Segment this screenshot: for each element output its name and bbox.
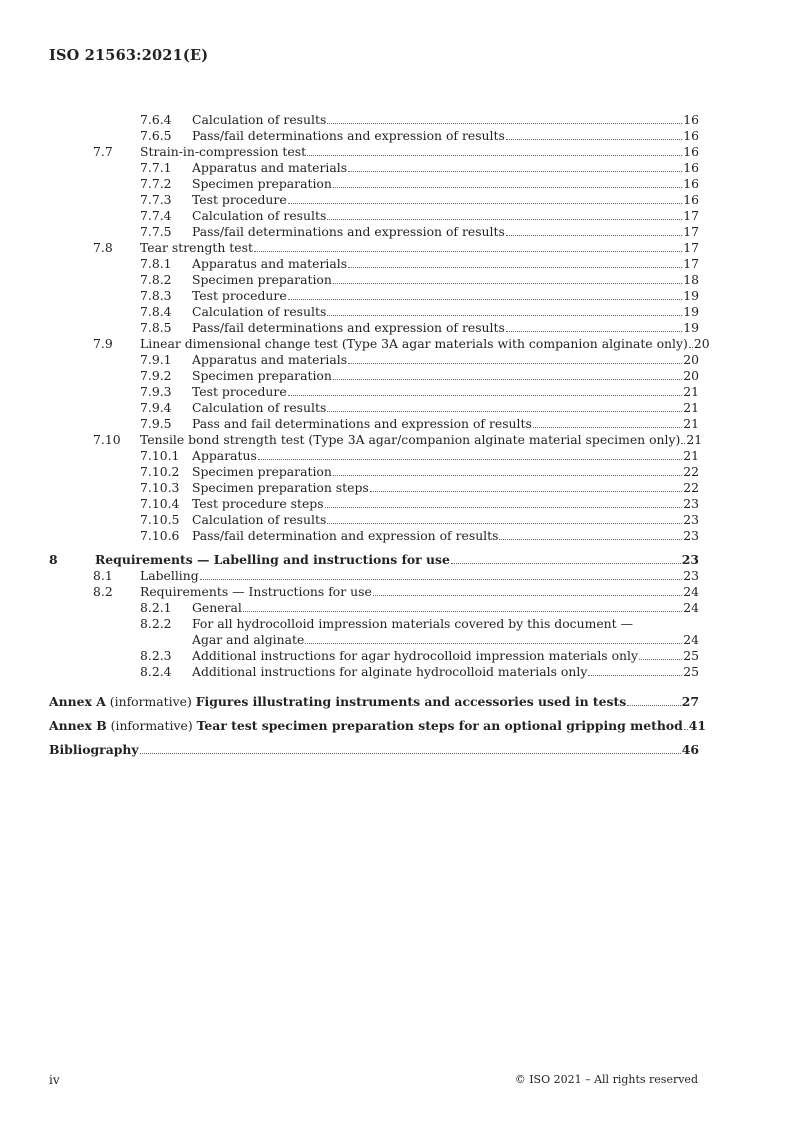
leader-dots [200,568,683,580]
toc-number: 8.2.4 [140,664,172,679]
toc-entry[interactable] [49,512,699,528]
leader-dots [307,144,682,156]
toc-number: 7.7.4 [140,208,172,223]
toc-entry[interactable] [49,288,699,304]
toc-annex-a[interactable] [49,694,699,710]
toc-title: Specimen preparation [192,368,332,383]
toc-title: Calculation of results [192,512,327,527]
annex-kind: (informative) [110,718,193,733]
toc-page: 24 [683,600,699,615]
toc-title: Specimen preparation [192,464,332,479]
toc-entry[interactable] [49,176,699,192]
toc-title: Pass/fail determination and expression of results [192,528,499,543]
toc-number: 7.10.4 [140,496,180,511]
toc-title: Pass/fail determinations and expression of results [192,224,505,239]
toc-entry[interactable] [49,352,699,368]
leader-dots [254,240,682,252]
toc-page: 23 [683,496,699,511]
toc-title: Pass/fail determinations and expression of results [192,320,505,335]
toc-title-line-1: For all hydrocolloid impression materials covered by this document — [192,616,633,631]
toc-number: 8 [49,552,58,567]
toc-entry[interactable] [49,160,699,176]
toc-title: Pass/fail determinations and expression of results [192,128,505,143]
toc-entry[interactable] [49,648,699,664]
toc-number: 7.7.3 [140,192,172,207]
toc-page: 21 [683,416,699,431]
toc-number: 7.10.2 [140,464,180,479]
toc-number: 8.2 [93,584,113,599]
leader-dots [327,304,682,316]
toc-page: 41 [688,718,707,733]
toc-number: 7.9.5 [140,416,172,431]
toc-title: Additional instructions for alginate hydrocolloid materials only [192,664,588,679]
toc-entry-8[interactable] [49,552,699,568]
toc-title: Pass and fail determinations and expression of results [192,416,532,431]
leader-dots [333,176,682,188]
toc-page: 19 [683,288,699,303]
toc-number: 8.2.1 [140,600,172,615]
toc-number: 7.9.2 [140,368,172,383]
toc-page: 23 [683,568,699,583]
toc-title: Specimen preparation [192,272,332,287]
annex-label: Annex A [49,694,106,709]
toc-entry[interactable] [49,496,699,512]
toc-entry[interactable] [49,368,699,384]
toc-page: 23 [681,552,699,567]
toc-section-8-entries-continued [49,648,699,680]
toc-section-8-entries [49,568,699,616]
toc-number: 7.9.3 [140,384,172,399]
toc-title: Test procedure steps [192,496,324,511]
toc-number: 7.10 [93,432,121,447]
leader-dots [506,224,682,236]
toc-entry[interactable] [49,320,699,336]
document-id: ISO 21563:2021(E) [49,47,209,64]
toc-entry[interactable] [49,432,703,448]
toc-number: 7.9.4 [140,400,172,415]
toc-entry[interactable] [49,384,699,400]
toc-page: 16 [683,160,699,175]
toc-page: 17 [683,224,699,239]
toc-title: Calculation of results [192,112,327,127]
toc-page: 19 [683,320,699,335]
toc-title: Linear dimensional change test (Type 3A agar materials with companion alginate only) [140,336,688,351]
toc-section-7-entries [49,112,710,544]
table-of-contents [49,112,710,758]
leader-dots [333,368,682,380]
toc-page: 46 [681,742,699,757]
leader-dots [243,600,682,612]
leader-dots [506,320,682,332]
leader-dots [681,432,685,444]
toc-page: 23 [683,528,699,543]
annex-title: Tear test specimen preparation steps for an optional gripping method [196,718,683,733]
toc-page: 20 [693,336,710,351]
leader-dots [327,512,682,524]
toc-title: Apparatus and materials [192,160,348,175]
toc-page: 16 [683,128,699,143]
toc-title: Additional instructions for agar hydrocolloid impression materials only [192,648,638,663]
toc-entry[interactable] [49,664,699,680]
toc-number: 7.6.5 [140,128,172,143]
leader-dots [348,160,682,172]
leader-dots [325,496,683,508]
leader-dots [451,552,681,564]
toc-annex-b[interactable] [49,718,707,734]
toc-title: Specimen preparation steps [192,480,369,495]
toc-entry[interactable] [49,224,699,240]
toc-page: 21 [683,448,699,463]
toc-page: 25 [683,664,699,679]
toc-number: 7.7.1 [140,160,172,175]
toc-entry[interactable] [49,240,699,256]
toc-page: 17 [683,256,699,271]
leader-dots [588,664,682,676]
leader-dots [327,208,682,220]
toc-entry[interactable] [49,192,699,208]
toc-page: 20 [683,368,699,383]
leader-dots [684,718,688,730]
toc-page: 21 [683,400,699,415]
toc-title: Test procedure [192,384,287,399]
leader-dots [689,336,693,348]
toc-title: Requirements — Instructions for use [140,584,372,599]
toc-title: Labelling [140,568,199,583]
toc-page: 23 [683,512,699,527]
toc-number: 7.8.1 [140,256,172,271]
leader-dots [533,416,682,428]
copyright: © ISO 2021 – All rights reserved [514,1073,698,1086]
toc-title: Calculation of results [192,400,327,415]
annex-label: Annex B [49,718,107,733]
toc-entry[interactable] [49,128,699,144]
toc-number: 7.10.1 [140,448,180,463]
toc-number: 7.8.2 [140,272,172,287]
leader-dots [288,384,683,396]
toc-entry[interactable] [49,480,699,496]
leader-dots [333,464,682,476]
toc-bibliography[interactable] [49,742,699,758]
bibliography-title: Bibliography [49,742,139,757]
leader-dots [627,694,681,706]
toc-entry[interactable] [49,600,699,616]
toc-page: 17 [683,240,699,255]
toc-entry[interactable] [49,568,699,584]
toc-title: Apparatus [192,448,257,463]
leader-dots [140,742,681,754]
toc-number: 7.7.5 [140,224,172,239]
toc-page: 19 [683,304,699,319]
toc-entry[interactable] [49,208,699,224]
toc-page: 21 [686,432,703,447]
toc-entry[interactable] [49,528,699,544]
toc-entry[interactable] [49,584,699,600]
toc-entry[interactable] [49,304,699,320]
toc-title: Calculation of results [192,208,327,223]
toc-title: Calculation of results [192,304,327,319]
toc-entry-8-2-2[interactable] [49,616,699,648]
toc-page: 16 [683,112,699,127]
toc-number: 8.1 [93,568,113,583]
toc-title: Requirements — Labelling and instructions for use [95,552,450,567]
toc-page: 16 [683,176,699,191]
toc-number: 8.2.3 [140,648,172,663]
toc-page: 16 [683,144,699,159]
toc-title: Test procedure [192,288,287,303]
toc-entry[interactable] [49,144,699,160]
toc-title: General [192,600,242,615]
toc-title: Strain-in-compression test [140,144,307,159]
toc-entry[interactable] [49,256,699,272]
toc-number: 7.6.4 [140,112,172,127]
leader-dots [327,400,682,412]
toc-page: 24 [683,584,699,599]
leader-dots [348,352,682,364]
toc-number: 7.8.5 [140,320,172,335]
toc-title: Tensile bond strength test (Type 3A agar/companion alginate material specimen only) [140,432,681,447]
toc-page: 21 [683,384,699,399]
leader-dots [639,648,682,660]
toc-page: 20 [683,352,699,367]
toc-page: 27 [681,694,699,709]
annex-title: Figures illustrating instruments and accessories used in tests [195,694,627,709]
toc-page: 22 [683,480,699,495]
leader-dots [288,192,683,204]
toc-number: 7.8 [93,240,113,255]
toc-title: Apparatus and materials [192,256,348,271]
toc-title: Tear strength test [140,240,253,255]
toc-number: 7.10.6 [140,528,180,543]
toc-number: 7.9.1 [140,352,172,367]
toc-entry[interactable] [49,112,699,128]
toc-page: 22 [683,464,699,479]
toc-title: Specimen preparation [192,176,332,191]
leader-dots [348,256,682,268]
leader-dots [499,528,682,540]
toc-entry[interactable] [49,464,699,480]
leader-dots [258,448,682,460]
toc-number: 7.8.4 [140,304,172,319]
toc-entry[interactable] [49,448,699,464]
annex-kind: (informative) [109,694,192,709]
toc-page: 24 [683,632,699,647]
leader-dots [506,128,682,140]
toc-number: 7.7 [93,144,113,159]
leader-dots [333,272,682,284]
toc-entry[interactable] [49,416,699,432]
toc-title-line-2: Agar and alginate [192,632,305,647]
toc-page: 17 [683,208,699,223]
toc-number: 7.10.3 [140,480,180,495]
leader-dots [288,288,683,300]
toc-number: 8.2.2 [140,616,172,631]
leader-dots [305,632,682,644]
toc-page: 16 [683,192,699,207]
leader-dots [373,584,682,596]
page-number: iv [49,1073,60,1087]
toc-title: Test procedure [192,192,287,207]
toc-page: 18 [683,272,699,287]
toc-entry[interactable] [49,272,699,288]
leader-dots [327,112,682,124]
toc-number: 7.8.3 [140,288,172,303]
toc-number: 7.7.2 [140,176,172,191]
leader-dots [370,480,682,492]
toc-entry[interactable] [49,400,699,416]
toc-title: Apparatus and materials [192,352,348,367]
toc-entry[interactable] [49,336,710,352]
toc-number: 7.10.5 [140,512,180,527]
toc-page: 25 [683,648,699,663]
toc-number: 7.9 [93,336,113,351]
